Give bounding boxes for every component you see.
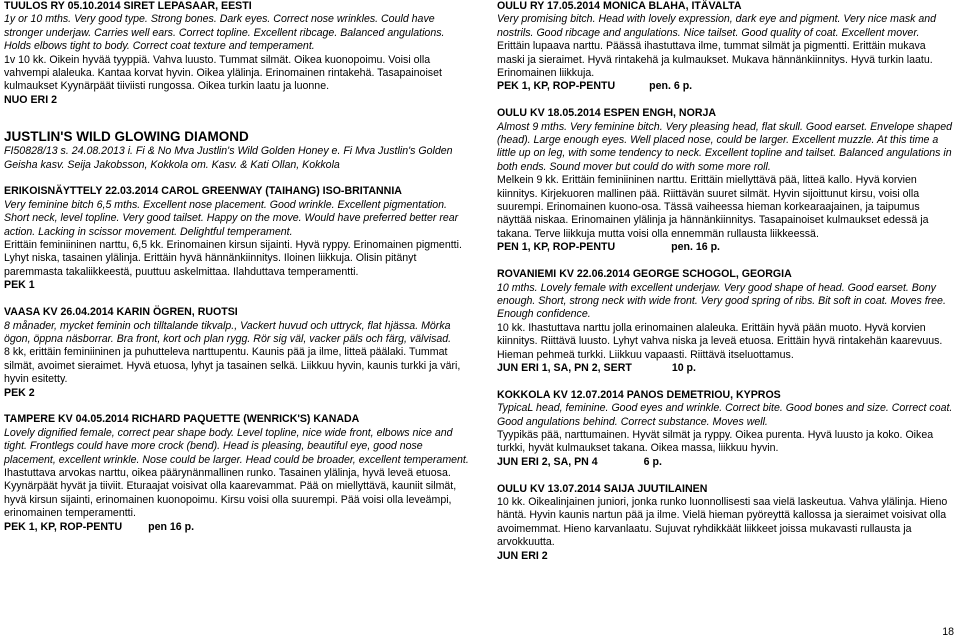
- critique-finnish: Ihastuttava arvokas narttu, oikea päärynänmallinen runko. Tasainen ylälinja, hyvä leveä etuosa. Kyynärpäät hyvät ja tiiviit. Eturaajat voisivat olla kaarevammat. Pää on miellyttävä, kauniit silmät, hyvä kirsun sijainti, erinomainen kuonopoimu. Kirsu voisi olla suurempi. Pää voisi olla leveämpi, erinomainen temperamentti.: [4, 466, 457, 520]
- show-heading: ERIKOISNÄYTTELY 22.03.2014 CAROL GREENWAY (TAIHANG) ISO-BRITANNIA: [4, 185, 402, 198]
- award-line: [4, 521, 470, 534]
- critique-english: Lovely dignified female, correct pear shape body. Level topline, nice wide front, elbows nice and tight. Frontlegs could have more crock (bend). Head is pleasing, beautiful eye, good nose placement, excellent wrinkle. Nose could be larger. Head could be broader, excellent temperament.: [4, 426, 469, 466]
- critique-finnish: 8 kk, erittäin feminiininen ja puhutteleva narttupentu. Kaunis pää ja ilme, litteä päälaki. Tummat silmät, avoimet sieraimet. Hyvä etuosa, lyhyt ja tasainen selkä. Liikkuu hyvin, kaunis turkki ja väri, hyvin esitetty.: [4, 346, 461, 386]
- page-number: 18: [942, 626, 954, 638]
- award-text: PEK 1, KP, ROP-PENTU: [4, 520, 123, 533]
- critique-english: 1y or 10 mths. Very good type. Strong bones. Dark eyes. Correct nose wrinkles. Could have stronger underjaw. Carries well ears. Correct topline. Excellent ribcage. Balanced angulations. Holds elbows tight to body. Correct coat texture and temperament.: [4, 13, 445, 53]
- critique-english: Very feminine bitch 6,5 mths. Excellent nose placement. Good wrinkle. Excellent pigmentation. Short neck, level topline. Very good tailset. Happy on the move. Would have preferred better rear action. Lacking in scissor movement. Delightful temperament.: [4, 198, 459, 238]
- critique-english: 10 mths. Lovely female with excellent underjaw. Very good shape of head. Good earset. Bony enough. Short, strong neck with wide front. Very good spring of ribs. Bit soft in coat. Moves free. Enough confidence.: [497, 281, 946, 321]
- show-heading: ROVANIEMI KV 22.06.2014 GEORGE SCHOGOL, GEORGIA: [497, 268, 792, 281]
- critique-finnish: Erittäin feminiininen narttu, 6,5 kk. Erinomainen kirsun sijainti. Hyvä ryppy. Erinomainen pigmentti. Lyhyt niska, tasainen ylälinja. Erittäin hyvä hännänkiinnitys. Iloinen liikkuja. Olisin pitänyt paremmasta takaliikkeestä, puuttuu askelmittaa. Ilahduttava temperamentti.: [4, 239, 462, 278]
- points-text: 10 p.: [671, 361, 696, 374]
- award-line: PEK 2: [4, 386, 35, 399]
- critique-english: Almost 9 mths. Very feminine bitch. Very pleasing head, flat skull. Good earset. Envelope shaped (head). Large enough eyes. Well placed nose, could be larger. Excellent muzzle. At this time a little up on leg, with some tendency to neck. Excellent topline and tailset. Balanced angulations in both ends. Sound mover but could do with some more roll.: [497, 120, 952, 173]
- dog-pedigree: FI50828/13 s. 24.08.2013 i. Fi & No Mva Justlin's Wild Golden Honey e. Fi Mva Justlin's Golden Geisha kasv. Seija Jakobsson, Kokkola om. Kasv. & Kati Ollan, Kokkola: [4, 145, 453, 171]
- award-text: JUN ERI 1, SA, PN 2, SERT: [497, 361, 632, 374]
- points-text: pen. 16 p.: [671, 241, 721, 254]
- left-column: [4, 0, 470, 534]
- critique-finnish: 10 kk. Ihastuttava narttu jolla erinomainen alaleuka. Erittäin hyvä pään muoto. Hyvä korvien kiinnitys. Riittävä luusto. Lyhyt vahva niska ja leveä etuosa. Erittäin hyvä rintakehän kaarevuus. Hieman pehmeä turkki. Liikkuu vapaasti. Riittävä itseluottamus.: [497, 321, 943, 361]
- show-heading: OULU RY 17.05.2014 MONICA BLAHA, ITÄVALTA: [497, 0, 742, 12]
- right-column: [497, 0, 956, 563]
- critique-english: TypicaL head, feminine. Good eyes and wrinkle. Correct bite. Good bones and size. Correct coat. Good angulations behind. Correct substance. Moves well.: [497, 402, 953, 428]
- critique-swedish: 8 månader, mycket feminin och tilltalande tikvalp., Vackert huvud och uttryck, flat hjässa. Mörka ögon, öppna näsborrar. Bra front, kort och plan rygg. Rör sig väl, vacker päls och färg, välvisad.: [4, 319, 452, 345]
- show-heading: TUULOS RY 05.10.2014 SIRET LEPASAAR, EESTI: [4, 0, 252, 12]
- critique-finnish: Tyypikäs pää, narttumainen. Hyvät silmät ja ryppy. Oikea purenta. Hyvä luusto ja koko. Oikea turkki, hyvät kulmaukset takana. Oikea massa, liikkuu hyvin.: [497, 428, 934, 455]
- show-heading: VAASA KV 26.04.2014 KARIN ÖGREN, RUOTSI: [4, 306, 238, 319]
- show-heading: OULU KV 13.07.2014 SAIJA JUUTILAINEN: [497, 482, 708, 495]
- award-line: JUN ERI 2: [497, 549, 548, 562]
- dog-name-heading: JUSTLIN'S WILD GLOWING DIAMOND: [4, 129, 249, 145]
- critique-finnish: Erittäin lupaava narttu. Päässä ihastuttava ilme, tummat silmät ja pigmentti. Erittäin mukava maski ja sieraimet. Hyvä rintakehä ja kulmaukset. Mukava hännänkiinnitys. Hyvä turkin laatu. Erinomainen liikkuja.: [497, 40, 933, 80]
- award-text: PEK 1, KP, ROP-PENTU: [497, 80, 616, 93]
- award-line: [497, 241, 956, 254]
- critique-finnish: Melkein 9 kk. Erittäin feminiininen narttu. Erittäin miellyttävä pää, litteä kallo. Hyvä korvien kiinnitys. Kirjekuoren mallinen pää. Riittävän suuret silmät. Hyvin sijoittunut kirsu, voisi olla suurempi. Erinomainen kuono-osa. Tässä vaiheessa hieman korkearaajainen, ja taipumus näyttää niskaa. Erinomainen ylälinja ja hännänkiinnitys. Tasapainoiset kulmaukset edessä ja takana. Terve liikkuja mutta voisi olla ennemmän rullausta liikkeessä.: [497, 174, 929, 240]
- award-line: [497, 456, 956, 469]
- award-line: [497, 362, 956, 375]
- award-line: [497, 80, 956, 93]
- critique-english: Very promising bitch. Head with lovely expression, dark eye and pigment. Very nice mask and nostrils. Good ribcage and angulations. Nice tailset. Good quality of coat. Excellent mover.: [497, 13, 937, 39]
- show-heading: KOKKOLA KV 12.07.2014 PANOS DEMETRIOU, KYPROS: [497, 388, 781, 401]
- award-line: PEK 1: [4, 279, 35, 292]
- critique-finnish: 1v 10 kk. Oikein hyvää tyyppiä. Vahva luusto. Tummat silmät. Oikea kuonopoimu. Voisi olla vahvempi alaleuka. Kantaa korvat hyvin. Oikea ylälinja. Erinomainen rintakehä. Tasapainoiset kulmaukset Kyynärpäät tiiviisti rungossa. Oikea turkin laatu ja luonne.: [4, 53, 442, 93]
- critique-finnish: 10 kk. Oikealinjainen juniori, jonka runko luonnollisesti saa vielä laskeutua. Vahva ylälinja. Hieno häntä. Hyvin kaunis nartun pää ja ilme. Vielä hieman pyöreyttä kallossa ja sieraimet voisivat olla avoimemmat. Hieno karvanlaatu. Sujuvat ryhdikkäät liikkeet joissa mukavasti rullausta ja arvokkuutta.: [497, 495, 948, 549]
- points-text: pen. 6 p.: [649, 80, 693, 93]
- show-heading: OULU KV 18.05.2014 ESPEN ENGH, NORJA: [497, 107, 717, 120]
- award-line: NUO ERI 2: [4, 93, 57, 106]
- award-text: JUN ERI 2, SA, PN 4: [497, 455, 598, 468]
- award-text: PEN 1, KP, ROP-PENTU: [497, 241, 616, 254]
- points-text: 6 p.: [643, 455, 662, 468]
- points-text: pen 16 p.: [148, 520, 195, 533]
- show-heading: TAMPERE KV 04.05.2014 RICHARD PAQUETTE (WENRICK'S) KANADA: [4, 413, 360, 426]
